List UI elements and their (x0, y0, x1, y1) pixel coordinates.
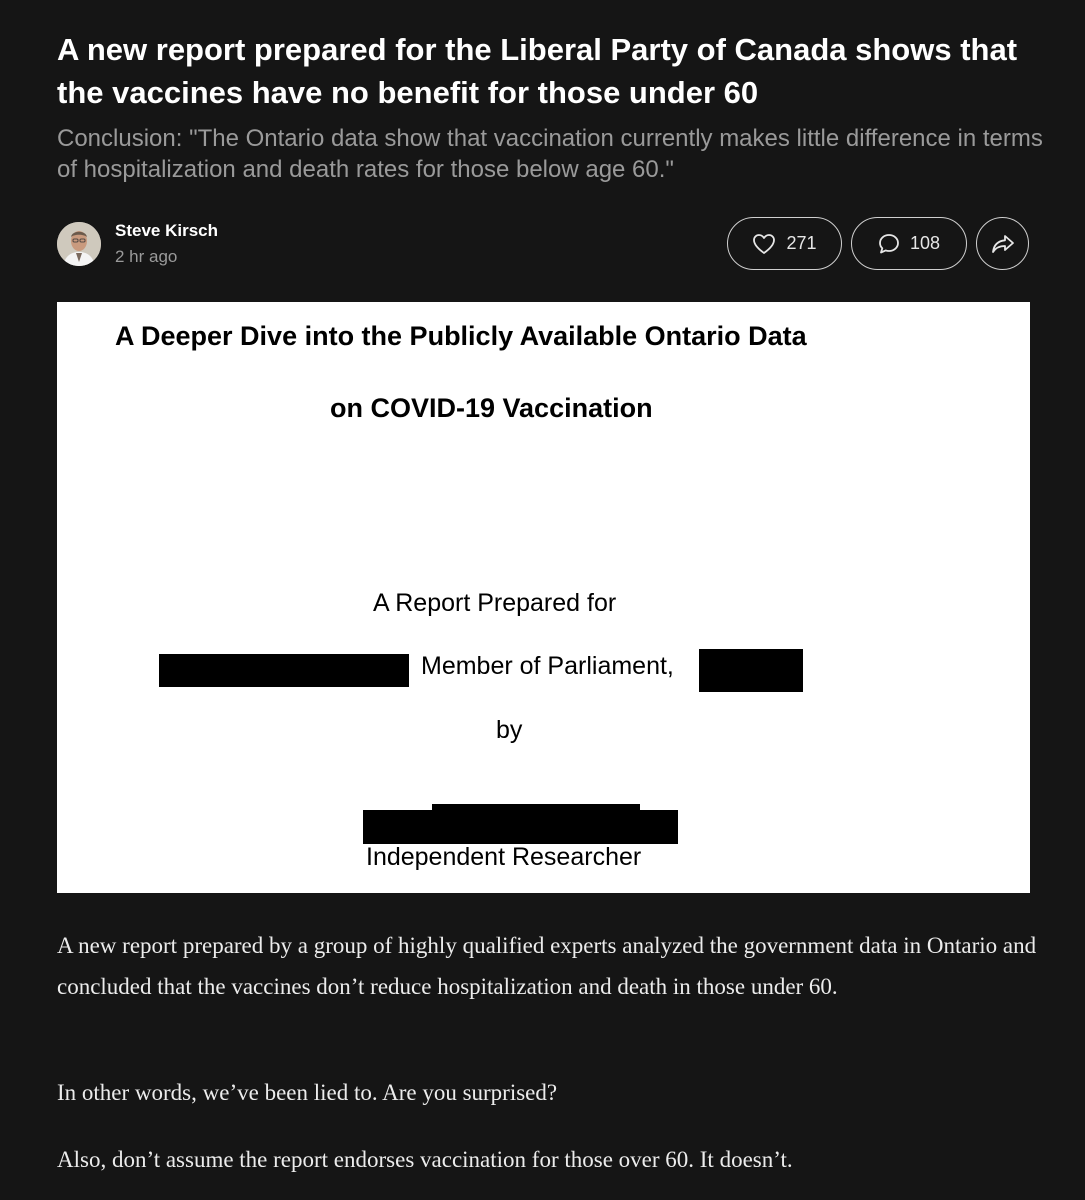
author-avatar[interactable] (57, 222, 101, 266)
redaction-bar-riding (699, 649, 803, 692)
comments-button[interactable] (851, 217, 967, 270)
redaction-bar-author (363, 810, 678, 844)
report-researcher: Independent Researcher (366, 843, 642, 871)
report-cover-image[interactable] (57, 302, 1030, 893)
body-paragraph: In other words, we’ve been lied to. Are you surprised? (57, 1080, 558, 1105)
post-actions (727, 217, 1029, 270)
report-title-line1: A Deeper Dive into the Publicly Available Ontario Data (115, 321, 807, 351)
post-subtitle: Conclusion: "The Ontario data show that vaccination currently makes little difference in terms of hospitalization and death rates for those below age 60." (57, 125, 1043, 183)
heart-icon (752, 233, 776, 255)
share-arrow-icon (991, 233, 1015, 255)
report-by: by (496, 716, 523, 744)
body-paragraph: A new report prepared by a group of highly qualified experts analyzed the government data in Ontario and concluded that the vaccines don’t reduce hospitalization and death in those under 60. (57, 933, 1037, 999)
byline (57, 218, 218, 270)
share-button[interactable] (976, 217, 1029, 270)
redaction-bar-name (159, 654, 409, 687)
comment-count: 108 (909, 233, 941, 253)
like-count: 271 (786, 233, 817, 253)
report-title-line2: on COVID-19 Vaccination (330, 393, 653, 423)
body-paragraph: Also, don’t assume the report endorses vaccination for those over 60. It doesn’t. (57, 1147, 793, 1172)
report-member: Member of Parliament, (421, 652, 674, 680)
post-title: A new report prepared for the Liberal Party of Canada shows that the vaccines have no benefit for those under 60 (57, 32, 1018, 110)
like-button[interactable] (727, 217, 842, 270)
comment-bubble-icon (878, 233, 900, 255)
report-prepared-for: A Report Prepared for (373, 589, 617, 617)
post-timestamp: 2 hr ago (115, 247, 178, 266)
author-name[interactable]: Steve Kirsch (115, 221, 218, 240)
